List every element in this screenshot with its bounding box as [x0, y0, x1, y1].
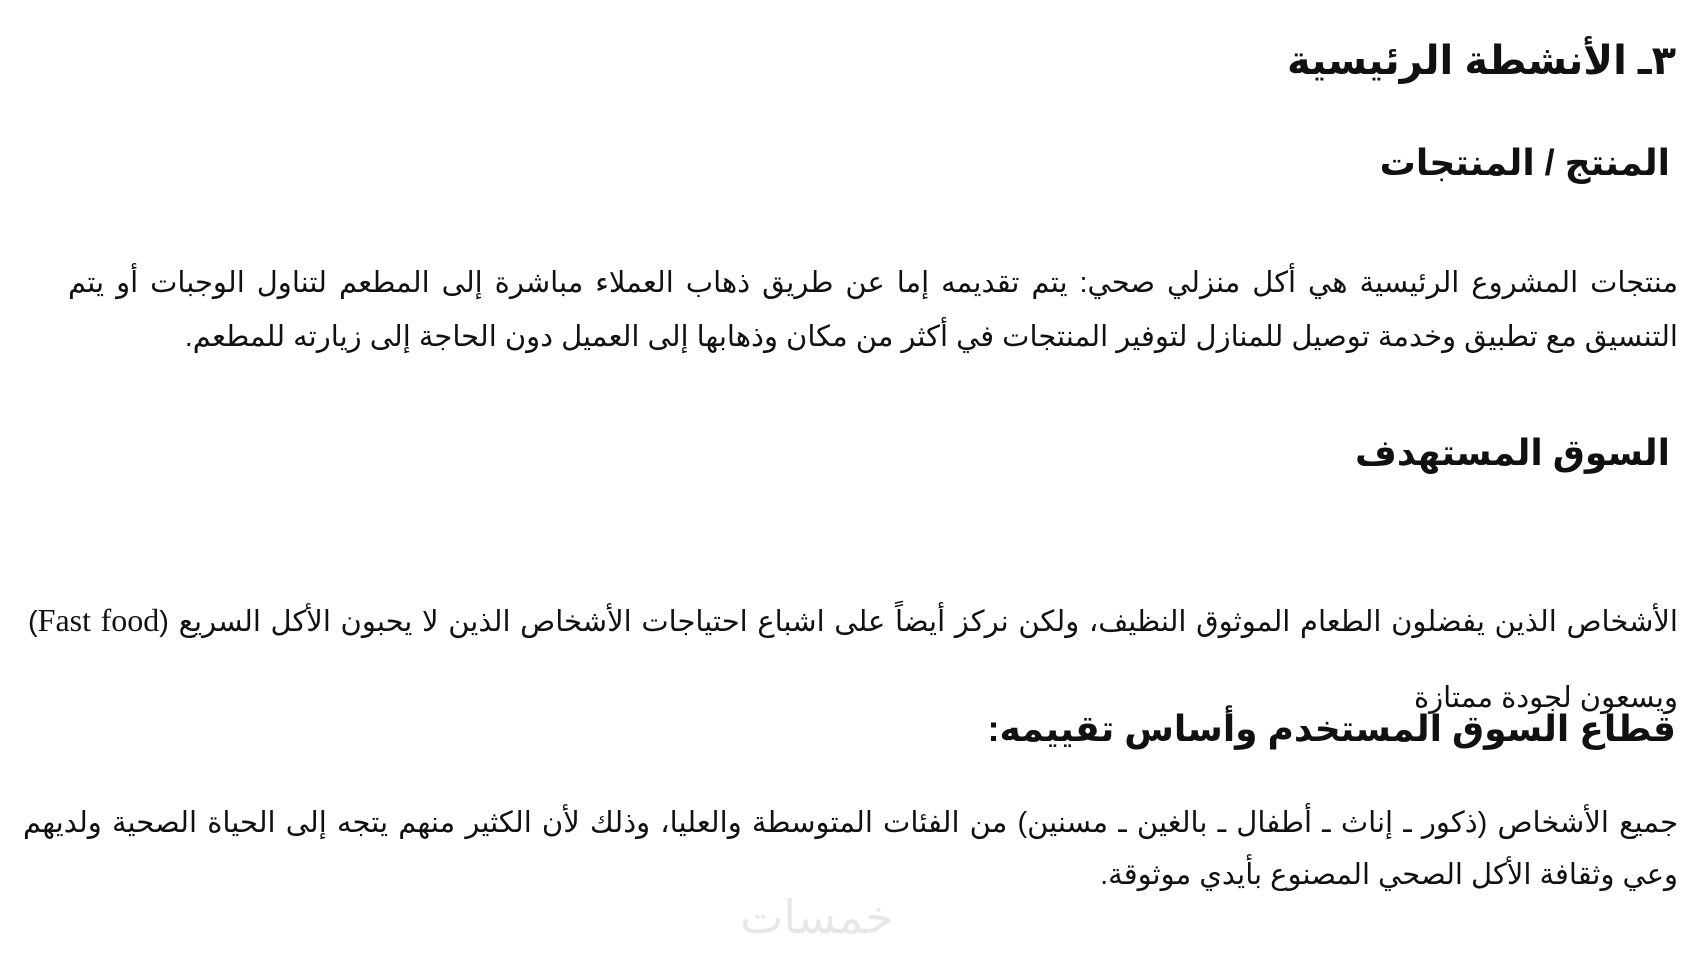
segment-heading: قطاع السوق المستخدم وأساس تقييمه: — [987, 708, 1676, 749]
target-market-text-part2: ) ويسعون لجودة ممتازة — [28, 606, 1678, 714]
products-heading: المنتج / المنتجات — [1379, 142, 1670, 183]
target-market-text-part1: الأشخاص الذين يفضلون الطعام الموثوق النظيف، ولكن نركز أيضاً على اشباع احتياجات الأشخاص الذين لا يحبون الأكل السريع ( — [159, 606, 1678, 638]
target-market-fast-food: Fast food — [37, 602, 160, 638]
section-title: ٣ـ الأنشطة الرئيسية — [1286, 39, 1676, 83]
segment-paragraph: جميع الأشخاص (ذكور ـ إناث ـ أطفال ـ بالغين ـ مسنين) من الفئات المتوسطة والعليا، وذلك لأن الكثير منهم يتجه إلى الحياة الصحية ولديهم وعي وثقافة الأكل الصحي المصنوع بأيدي موثوقة. — [23, 807, 1678, 891]
target-market-heading: السوق المستهدف — [1355, 432, 1670, 473]
watermark: خمسات — [740, 890, 894, 944]
products-paragraph: منتجات المشروع الرئيسية هي أكل منزلي صحي: يتم تقديمه إما عن طريق ذهاب العملاء مباشرة إلى المطعم لتناول الوجبات أو يتم التنسيق مع تطبيق وخدمة توصيل للمنازل لتوفير المنتجات في أكثر من مكان وذهابها إلى العميل دون الحاجة إلى زيارته للمطعم. — [68, 267, 1678, 353]
